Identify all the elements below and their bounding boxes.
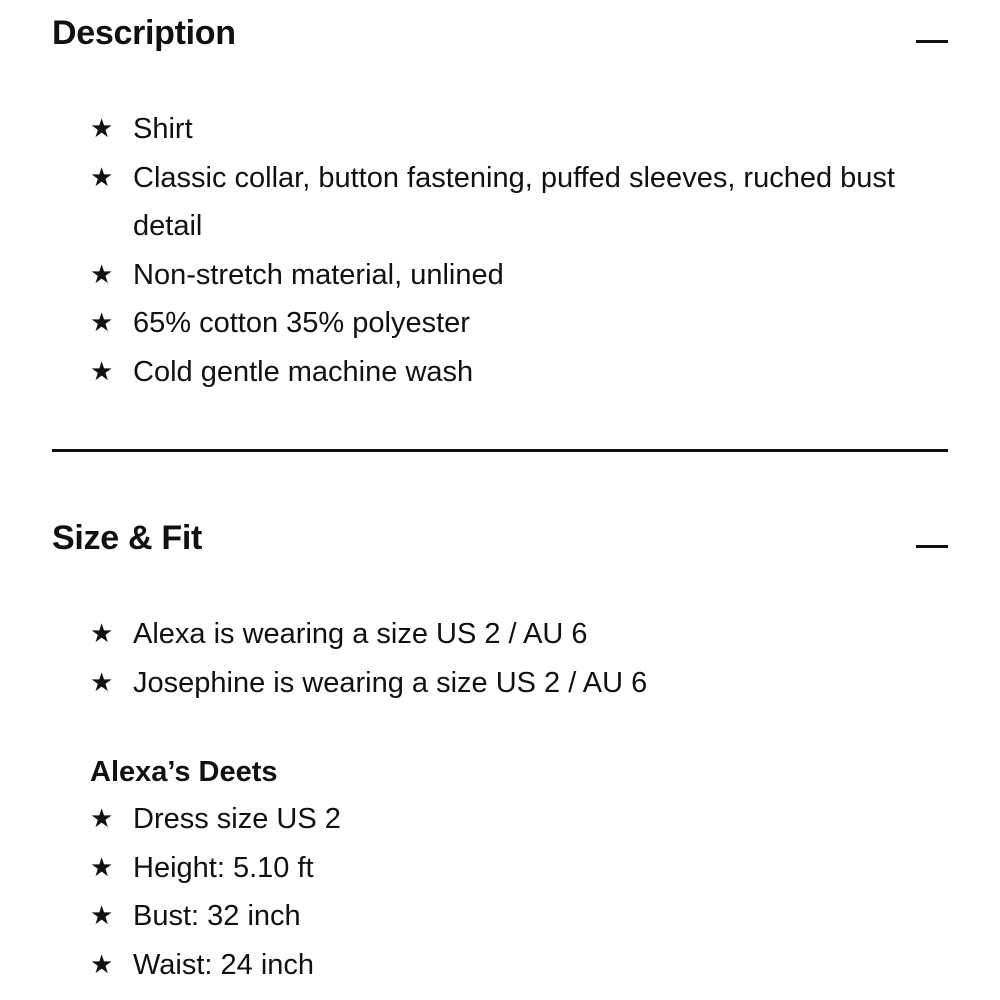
list-item: ★ Bust: 32 inch — [90, 892, 948, 941]
list-item: ★ Dress size US 2 — [90, 795, 948, 844]
star-icon: ★ — [90, 114, 114, 144]
minus-icon[interactable] — [916, 40, 948, 43]
size-fit-section — [52, 505, 948, 981]
list-item: ★ 65% cotton 35% polyester — [90, 299, 948, 348]
size-fit-accordion-header[interactable] — [52, 505, 948, 577]
star-icon: ★ — [90, 949, 114, 980]
star-icon: ★ — [90, 259, 114, 290]
star-icon: ★ — [90, 804, 114, 834]
list-item: ★ Non-stretch material, unlined — [90, 251, 948, 300]
star-icon: ★ — [90, 619, 114, 649]
star-icon: ★ — [90, 308, 114, 338]
list-item: ★ Shirt — [90, 105, 948, 154]
description-list — [52, 105, 948, 396]
star-icon: ★ — [90, 667, 114, 698]
star-icon: ★ — [90, 356, 114, 387]
section-divider — [52, 449, 948, 452]
list-item: ★ Height: 5.10 ft — [90, 844, 948, 893]
list-item: ★ Cold gentle machine wash — [90, 348, 948, 397]
deets-heading: Alexa’s Deets — [90, 756, 278, 788]
list-item: ★ Alexa is wearing a size US 2 / AU 6 — [90, 610, 948, 659]
list-item: ★ Classic collar, button fastening, puffed sleeves, ruched bust detail — [90, 154, 948, 251]
size-fit-list — [52, 610, 948, 707]
star-icon: ★ — [90, 162, 114, 193]
star-icon: ★ — [90, 852, 114, 883]
description-section — [52, 0, 948, 388]
deets-list — [52, 795, 948, 989]
description-title: Description — [52, 14, 236, 52]
minus-icon[interactable] — [916, 545, 948, 548]
size-fit-title: Size & Fit — [52, 519, 203, 557]
list-item: ★ Josephine is wearing a size US 2 / AU 6 — [90, 659, 948, 708]
list-item: ★ Waist: 24 inch — [90, 941, 948, 990]
description-accordion-header[interactable] — [52, 0, 948, 72]
star-icon: ★ — [90, 901, 114, 931]
